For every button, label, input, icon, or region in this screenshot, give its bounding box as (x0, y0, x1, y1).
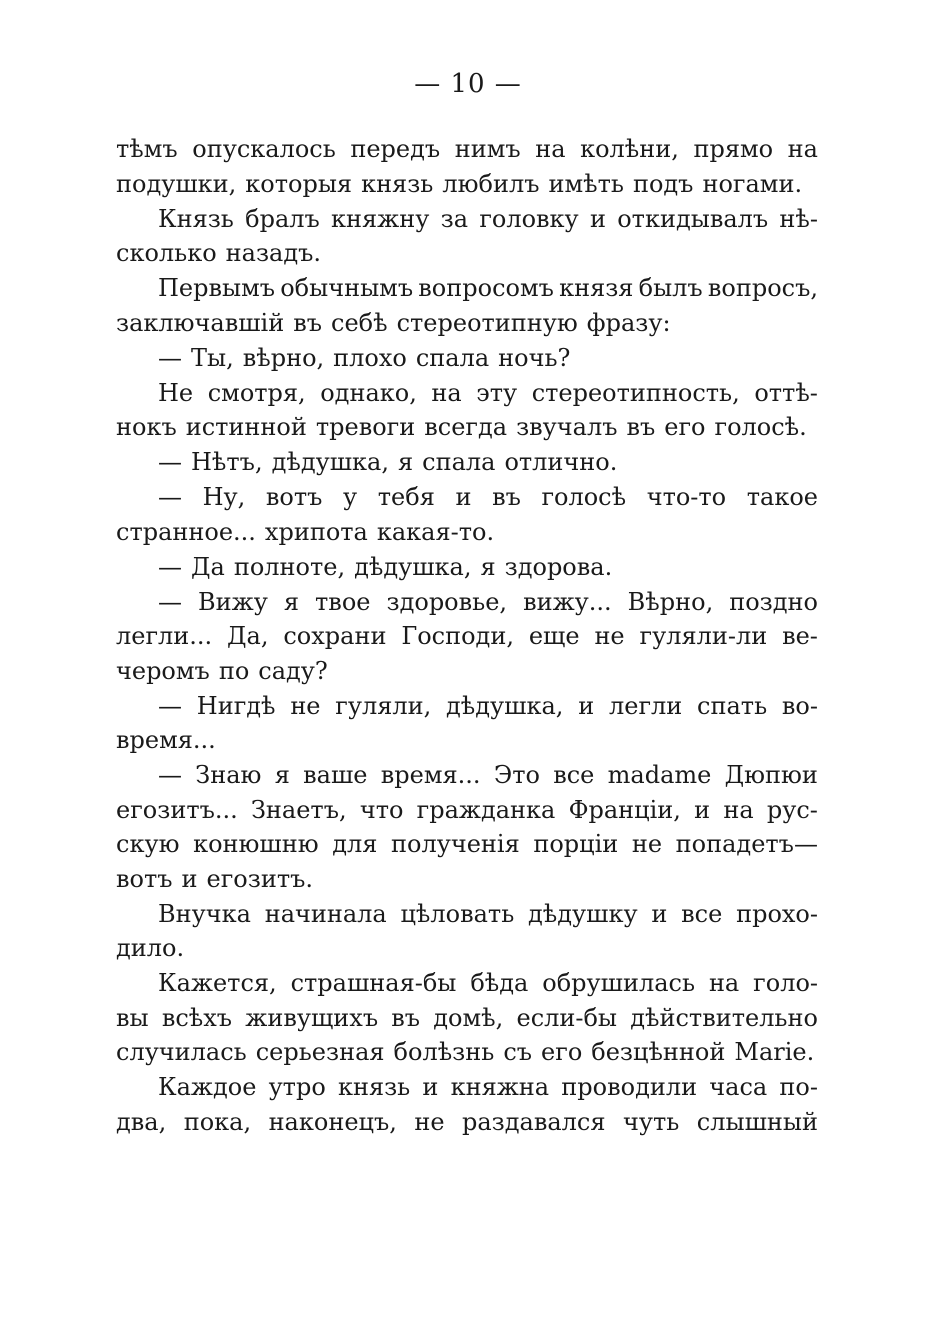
word: пока, (183, 1107, 252, 1136)
word: стереотипность, (531, 378, 740, 407)
word: на (431, 378, 462, 407)
word: въ (391, 1003, 421, 1032)
word: — (158, 448, 182, 476)
page-number: — 10 — (414, 69, 522, 99)
word: въ (492, 483, 521, 511)
word: легли... (116, 622, 213, 650)
word: головку (479, 204, 579, 233)
word: спала (422, 448, 496, 476)
word: спать (697, 691, 768, 720)
text-line (116, 793, 818, 828)
word: случилась (116, 1038, 247, 1066)
word: на (535, 135, 566, 163)
word: и (589, 204, 606, 233)
word: Да, (227, 622, 269, 650)
text-line (116, 1105, 818, 1140)
text-line (116, 167, 818, 202)
word: ногами. (702, 169, 803, 198)
word: для (332, 830, 378, 858)
word: дѣдушку (528, 899, 638, 928)
word: фразу: (586, 308, 671, 337)
word: вижу... (523, 587, 612, 616)
word: я (397, 448, 414, 476)
text-line (116, 862, 818, 897)
word: Каждое (158, 1073, 257, 1101)
word: дѣдушка, (354, 552, 472, 581)
word: прямо (693, 135, 774, 163)
word: раздавался (462, 1107, 606, 1136)
word: скую (116, 830, 180, 858)
text-line (116, 654, 818, 689)
word: и (422, 1073, 439, 1101)
word: Кажется, (158, 969, 277, 997)
word: въ (626, 413, 656, 441)
word: домѣ, (433, 1003, 504, 1032)
word: не (290, 691, 321, 720)
word: слышный (696, 1107, 818, 1136)
word: на (787, 135, 818, 163)
word: время... (116, 726, 216, 754)
word: живущихъ (245, 1003, 379, 1032)
word: по (218, 656, 250, 685)
text-line (116, 306, 818, 341)
text-line (116, 341, 818, 376)
word: вопросомъ (418, 274, 554, 302)
body-text (116, 132, 818, 1139)
word: утро (268, 1073, 326, 1101)
word: всегда (424, 413, 508, 441)
word: княжна (450, 1073, 550, 1101)
word: я (274, 761, 290, 789)
word: гуляли-ли (639, 622, 768, 650)
word: нимъ (454, 135, 521, 163)
word: ве- (782, 622, 818, 650)
word: Нѣтъ, (191, 448, 263, 476)
word: не (631, 830, 663, 858)
word: madame (607, 761, 712, 789)
word: князь (361, 169, 434, 198)
word: Дюпюи (724, 761, 818, 789)
word: вотъ (265, 483, 323, 511)
word: дѣдушка, (271, 448, 389, 476)
word: Marie. (734, 1038, 815, 1066)
text-line (116, 931, 818, 966)
word: попадетъ— (675, 830, 818, 858)
word: во- (781, 691, 818, 720)
word: себѣ (331, 308, 388, 337)
word: однако, (320, 378, 417, 407)
word: плохо (333, 343, 407, 372)
text-line (116, 236, 818, 271)
text-line (116, 480, 818, 515)
word: и (651, 899, 668, 928)
word: я (283, 587, 300, 616)
word: гражданка (416, 795, 556, 824)
word: Нигдѣ (196, 691, 276, 720)
word: и (181, 864, 198, 893)
text-line (116, 758, 818, 793)
word: здоровье, (386, 587, 508, 616)
word: здорова. (504, 552, 613, 581)
text-line (116, 515, 818, 550)
word: полученія (391, 830, 520, 858)
word: на (708, 969, 740, 997)
word: спала (415, 343, 490, 372)
word: черомъ (116, 656, 210, 685)
word: колѣни, (580, 135, 679, 163)
word: ваше (303, 761, 368, 789)
text-line (116, 202, 818, 237)
word: въ (293, 308, 322, 337)
word: былъ (638, 274, 703, 302)
word: часа (709, 1073, 768, 1101)
word: такое (746, 483, 818, 511)
word: я (480, 552, 496, 581)
word: съ (503, 1038, 533, 1066)
word: любилъ (442, 169, 540, 198)
word: отлично. (504, 448, 618, 476)
word: князя (559, 274, 634, 302)
word: имѣть (548, 169, 624, 198)
word: тебя (377, 483, 435, 511)
word: Да (191, 552, 225, 581)
word: поздно (729, 587, 818, 616)
word: странное... (116, 517, 256, 546)
word: все (681, 899, 723, 928)
word: что-то (646, 483, 727, 511)
text-line (116, 966, 818, 1001)
word: — (158, 343, 182, 372)
word: Знаетъ, (250, 795, 347, 824)
word: — (158, 587, 182, 616)
word: вопросъ, (707, 274, 818, 302)
word: дѣдушка, (446, 691, 564, 720)
word: сохрани (283, 622, 387, 650)
word: Франціи, (568, 795, 681, 824)
word: его (664, 413, 706, 441)
word: голо- (753, 969, 818, 997)
word: страшная-бы (290, 969, 457, 997)
word: — (158, 483, 182, 511)
word: Внучка (158, 899, 251, 928)
word: передъ (350, 135, 441, 163)
word: не (414, 1107, 445, 1136)
word: стереотипную (396, 308, 578, 337)
word: за (440, 204, 469, 233)
word: бралъ (245, 204, 320, 233)
word: егозитъ. (206, 864, 314, 893)
word: оттѣ- (754, 378, 818, 407)
word: чуть (622, 1107, 680, 1136)
word: Первымъ (158, 274, 276, 302)
word: Это (493, 761, 540, 789)
word: у (343, 483, 358, 511)
word: по- (779, 1073, 818, 1101)
word: конюшню (193, 830, 319, 858)
word: княжну (331, 204, 430, 233)
word: тревоги (315, 413, 416, 441)
text-line (116, 1001, 818, 1036)
word: наконецъ, (268, 1107, 397, 1136)
word: — (158, 552, 182, 581)
word: если-бы (516, 1003, 618, 1032)
text-line (116, 445, 818, 480)
word: твое (315, 587, 371, 616)
word: Не (158, 378, 194, 407)
word: голосѣ (541, 483, 627, 511)
word: его (541, 1038, 583, 1066)
word: хрипота (264, 517, 368, 546)
text-line (116, 827, 818, 862)
word: порціи (533, 830, 619, 858)
text-line (116, 585, 818, 620)
word: гуляли, (335, 691, 432, 720)
text-line (116, 132, 818, 167)
word: тѣмъ (116, 135, 178, 163)
text-line (116, 897, 818, 932)
word: Вижу (198, 587, 268, 616)
word: — (158, 691, 182, 720)
word: обрушилась (542, 969, 696, 997)
word: смотря, (207, 378, 306, 407)
word: заключавшій (116, 308, 285, 337)
word: подушки, (116, 169, 237, 198)
text-line (116, 410, 818, 445)
word: Князь (158, 204, 234, 233)
word: Господи, (401, 622, 514, 650)
text-line (116, 723, 818, 758)
word: еще (528, 622, 580, 650)
word: подъ (632, 169, 694, 198)
word: всѣхъ (161, 1003, 233, 1032)
word: которыя (245, 169, 353, 198)
text-line (116, 619, 818, 654)
word: проводили (561, 1073, 698, 1101)
word: серьезная (255, 1038, 385, 1066)
word: бѣда (470, 969, 529, 997)
word: два, (116, 1107, 167, 1136)
word: и (578, 691, 595, 720)
word: вотъ (116, 864, 173, 893)
word: назадъ. (225, 239, 322, 267)
word: вѣрно, (242, 343, 325, 372)
word: голосѣ. (714, 413, 807, 441)
text-line (116, 376, 818, 411)
word: ночь? (498, 343, 571, 372)
word: Знаю (195, 761, 262, 789)
word: — (158, 761, 182, 789)
word: болѣзнь (393, 1038, 495, 1066)
text-line (116, 1035, 818, 1070)
word: дило. (116, 934, 185, 962)
word: сколько (116, 239, 217, 267)
word: откидывалъ (617, 204, 769, 233)
word: и (455, 483, 472, 511)
word: саду? (258, 656, 328, 685)
word: полноте, (233, 552, 346, 581)
word: опускалось (192, 135, 336, 163)
word: обычнымъ (280, 274, 414, 302)
word: на (723, 795, 754, 824)
text-line (116, 1070, 818, 1105)
text-line (116, 689, 818, 724)
word: Ты, (191, 343, 234, 372)
word: что (359, 795, 404, 824)
word: нѣ- (779, 204, 818, 233)
word: прохо- (736, 899, 818, 928)
word: звучалъ (516, 413, 618, 441)
word: князь (337, 1073, 411, 1101)
text-line (116, 271, 818, 306)
word: и (694, 795, 711, 824)
word: цѣловать (400, 899, 515, 928)
word: егозитъ... (116, 795, 238, 824)
word: время... (380, 761, 481, 789)
word: безцѣнной (591, 1038, 726, 1066)
word: дѣйствительно (630, 1003, 818, 1032)
word: не (594, 622, 625, 650)
word: какая-то. (376, 517, 495, 546)
word: все (553, 761, 595, 789)
word: легли (609, 691, 683, 720)
word: начинала (264, 899, 387, 928)
word: истинной (185, 413, 307, 441)
word: Ну, (202, 483, 246, 511)
word: вы (116, 1003, 149, 1032)
text-line (116, 550, 818, 585)
word: нокъ (116, 413, 177, 441)
word: рус- (766, 795, 818, 824)
word: эту (476, 378, 518, 407)
word: Вѣрно, (627, 587, 714, 616)
